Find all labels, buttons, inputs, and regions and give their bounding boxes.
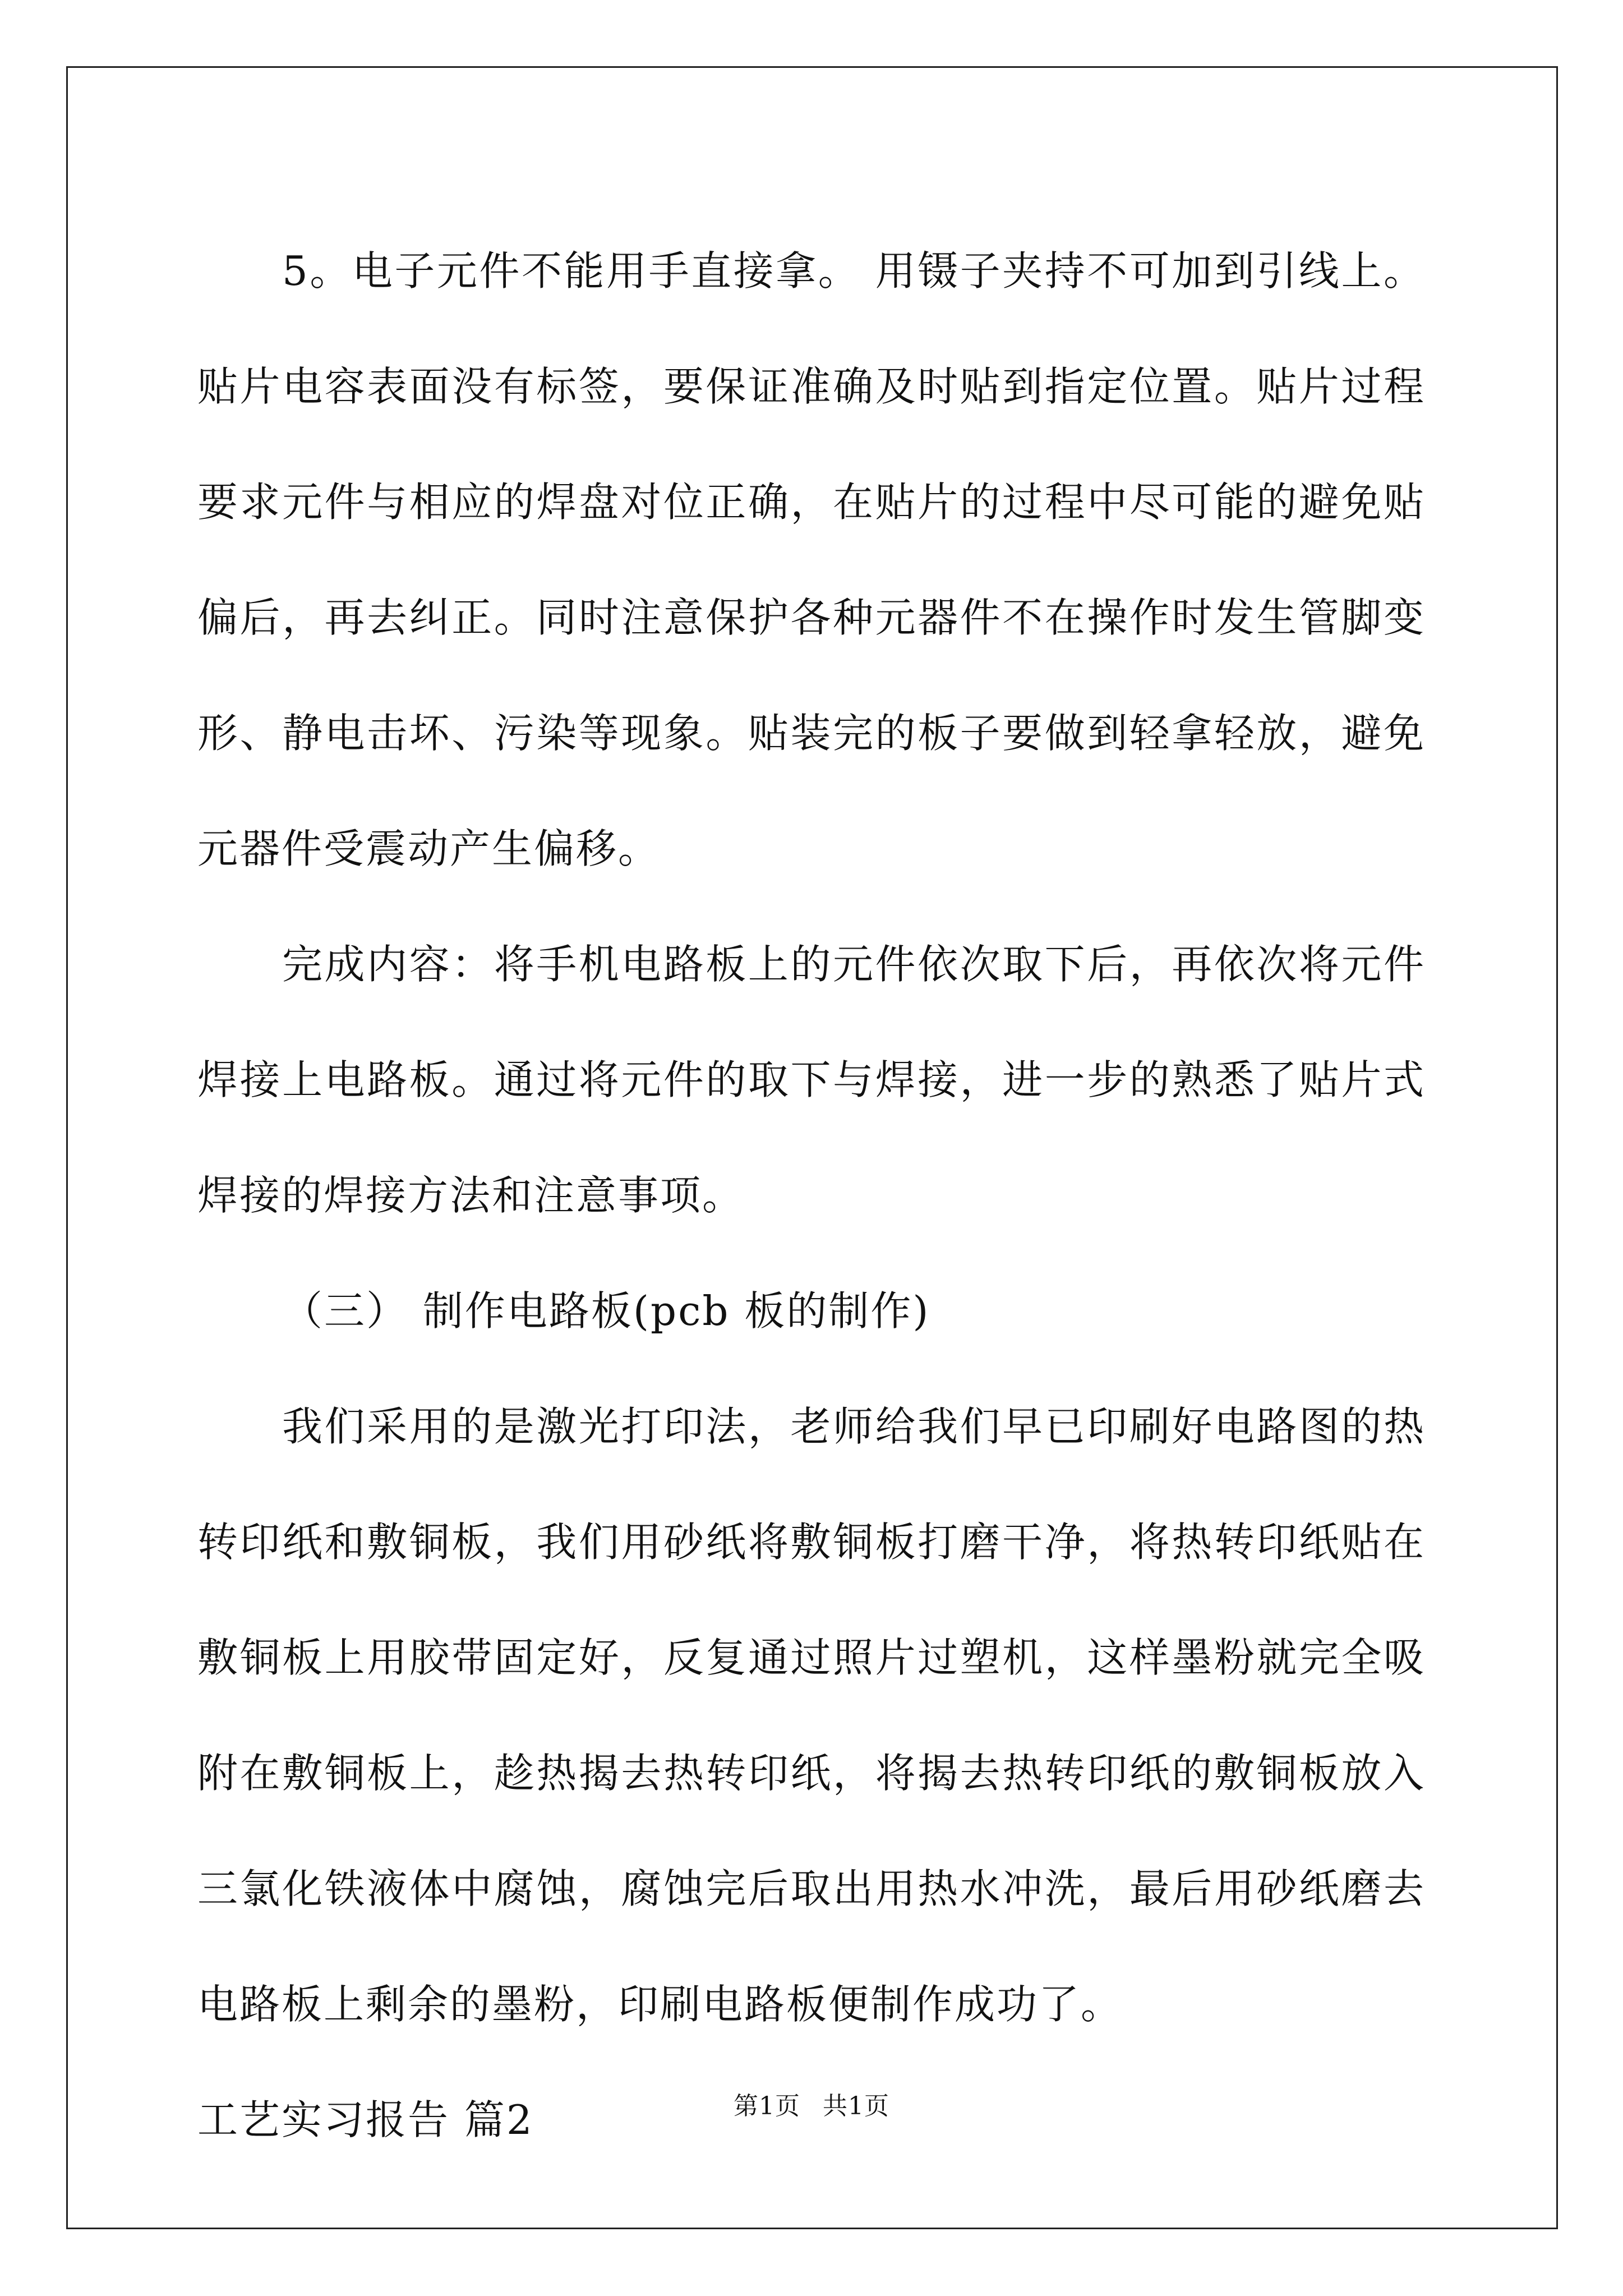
subsection-heading-pcb: （三） 制作电路板(pcb 板的制作) <box>282 1287 930 1335</box>
page-number: 第1页 <box>734 2092 800 2120</box>
page-total: 共1页 <box>823 2092 889 2120</box>
page-footer <box>0 2090 1623 2123</box>
paragraph-component-handling: 5。电子元件不能用手直接拿。 用镊子夹持不可加到引线上。贴片电容表面没有标签，要保证准确及时贴到指定位置。贴片过程要求元件与相应的焊盘对位正确，在贴片的过程中尽可能的避免贴偏后，再去纠正。同时注意保护各种元器件不在操作时发生管脚变形、静电击坏、污染等现象。贴装完的板子要做到轻拿轻放，避免元器件受震动产生偏移。 <box>197 247 1426 872</box>
document-body <box>197 213 1426 2178</box>
section-title: 工艺实习报告 篇2 <box>197 2096 534 2143</box>
paragraph-completion-content: 完成内容：将手机电路板上的元件依次取下后，再依次将元件焊接上电路板。通过将元件的取下与焊接，进一步的熟悉了贴片式焊接的焊接方法和注意事项。 <box>197 941 1426 1219</box>
paragraph-laser-printing-method: 我们采用的是激光打印法，老师给我们早已印刷好电路图的热转印纸和敷铜板，我们用砂纸将敷铜板打磨干净，将热转印纸贴在敷铜板上用胶带固定好，反复通过照片过塑机，这样墨粉就完全吸附在敷铜板上，趁热揭去热转印纸，将揭去热转印纸的敷铜板放入三氯化铁液体中腐蚀，腐蚀完后取出用热水冲洗，最后用砂纸磨去电路板上剩余的墨粉，印刷电路板便制作成功了。 <box>197 1403 1426 2028</box>
